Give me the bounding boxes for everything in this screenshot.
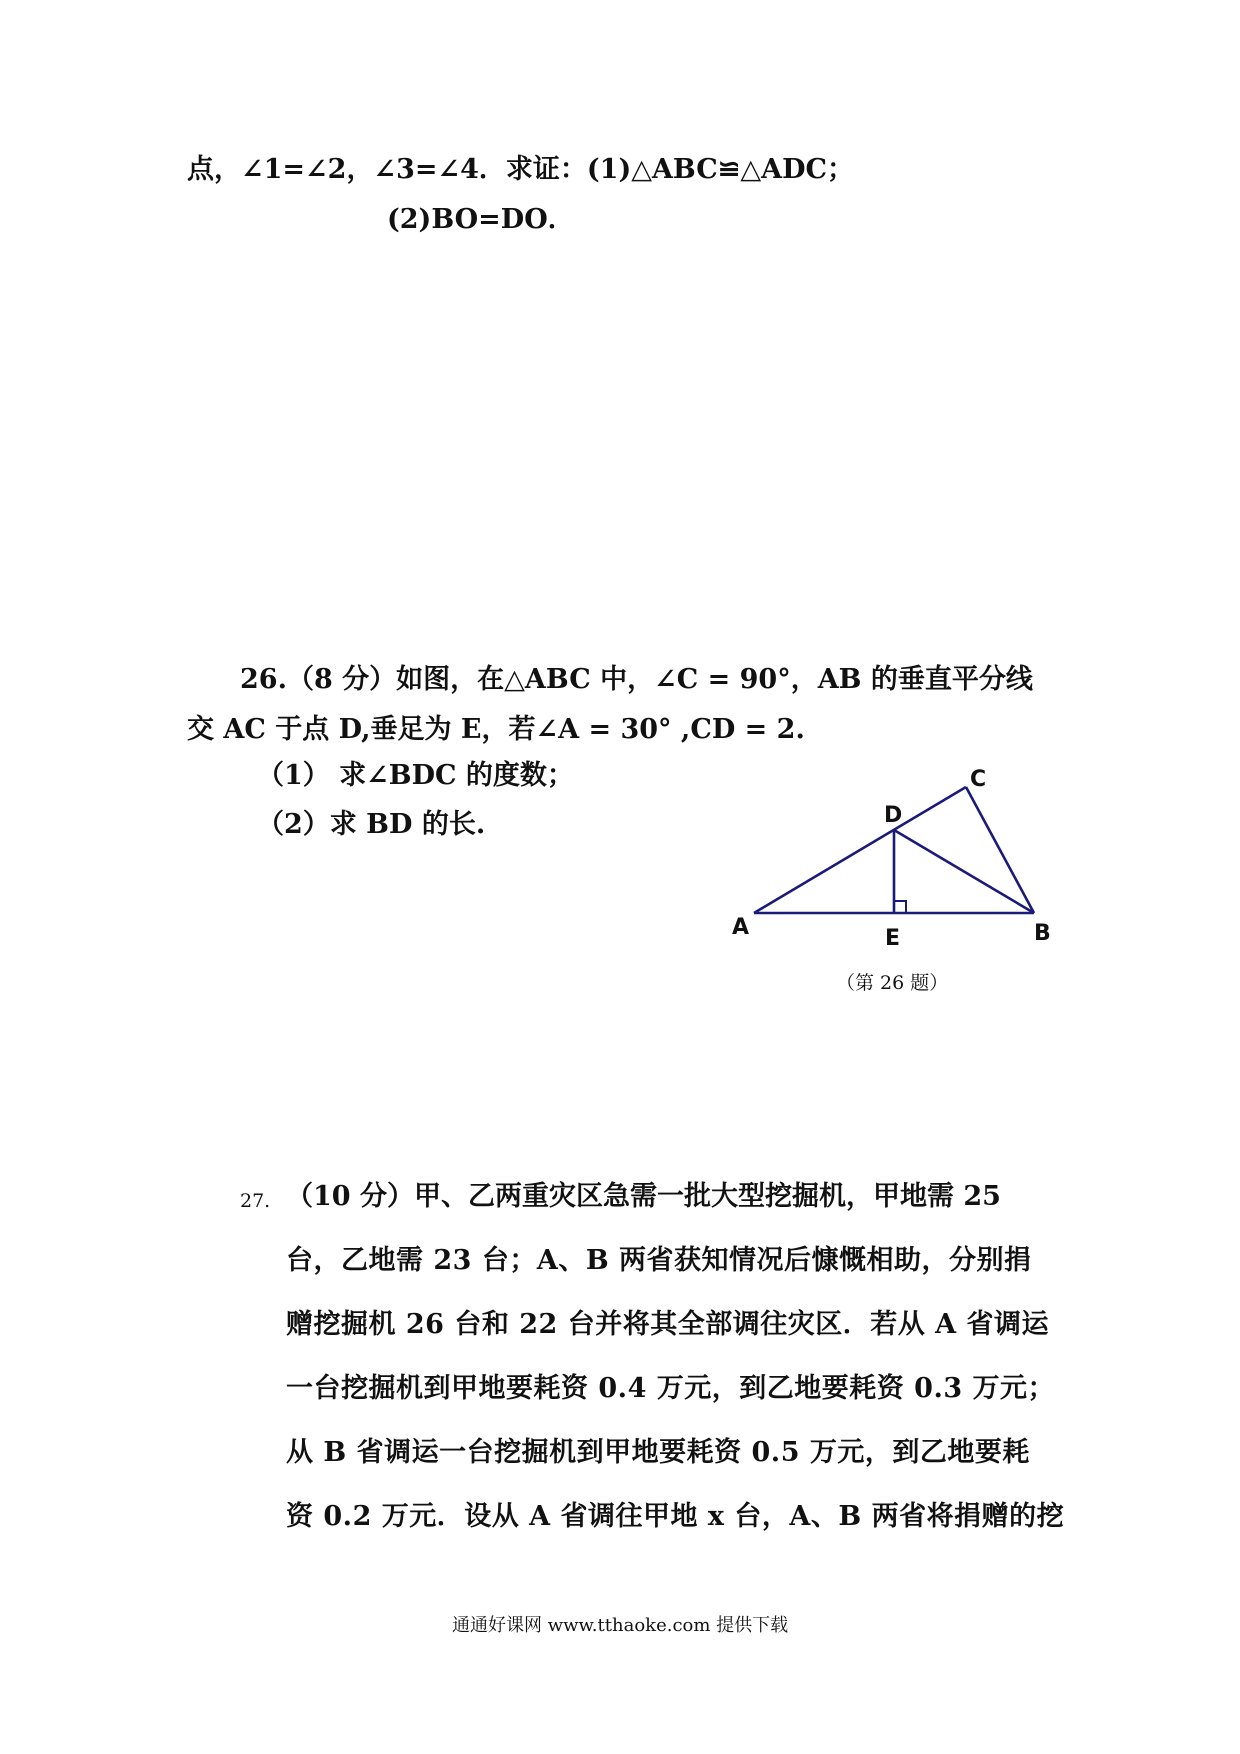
q27-text-line-2: 台，乙地需 23 台；A、B 两省获知情况后慷慨相助，分别捐 (286, 1245, 1032, 1276)
q26-subquestion-2: （2）求 BD 的长. (257, 809, 486, 840)
q27-text-line-5: 从 B 省调运一台挖掘机到甲地要耗资 0.5 万元，到乙地要耗 (286, 1437, 1030, 1468)
label-c: C (970, 767, 987, 792)
q26-subquestion-1: （1） 求∠BDC 的度数； (257, 760, 574, 791)
segment-ac (754, 787, 966, 913)
q27-text-line-3: 赠挖掘机 26 台和 22 台并将其全部调往灾区．若从 A 省调运 (286, 1309, 1049, 1340)
page-footer: 通通好课网 www.tthaoke.com 提供下载 (452, 1615, 789, 1636)
q27-number: 27. (240, 1190, 271, 1212)
q27-text-line-1: （10 分）甲、乙两重灾区急需一批大型挖掘机，甲地需 25 (286, 1181, 1001, 1212)
figure-caption: （第 26 题） (836, 972, 949, 994)
triangle-figure (720, 760, 1060, 960)
q26-text-line-1: 26.（8 分）如图，在△ABC 中，∠C = 90°，AB 的垂直平分线 (240, 664, 1033, 695)
label-d: D (884, 803, 903, 828)
q25-text-line-2: (2)BO=DO． (387, 204, 575, 235)
label-e: E (885, 926, 901, 951)
q25-text-line-1: 点，∠1=∠2，∠3=∠4．求证：(1)△ABC≌△ADC； (187, 154, 854, 185)
q26-text-line-2: 交 AC 于点 D,垂足为 E，若∠A = 30° ,CD = 2. (187, 714, 805, 745)
label-a: A (732, 915, 750, 940)
right-angle-mark (894, 901, 906, 913)
q27-text-line-4: 一台挖掘机到甲地要耗资 0.4 万元，到乙地要耗资 0.3 万元； (286, 1373, 1056, 1404)
label-b: B (1034, 921, 1051, 946)
q27-text-line-6: 资 0.2 万元．设从 A 省调往甲地 x 台，A、B 两省将捐赠的挖 (286, 1501, 1065, 1532)
